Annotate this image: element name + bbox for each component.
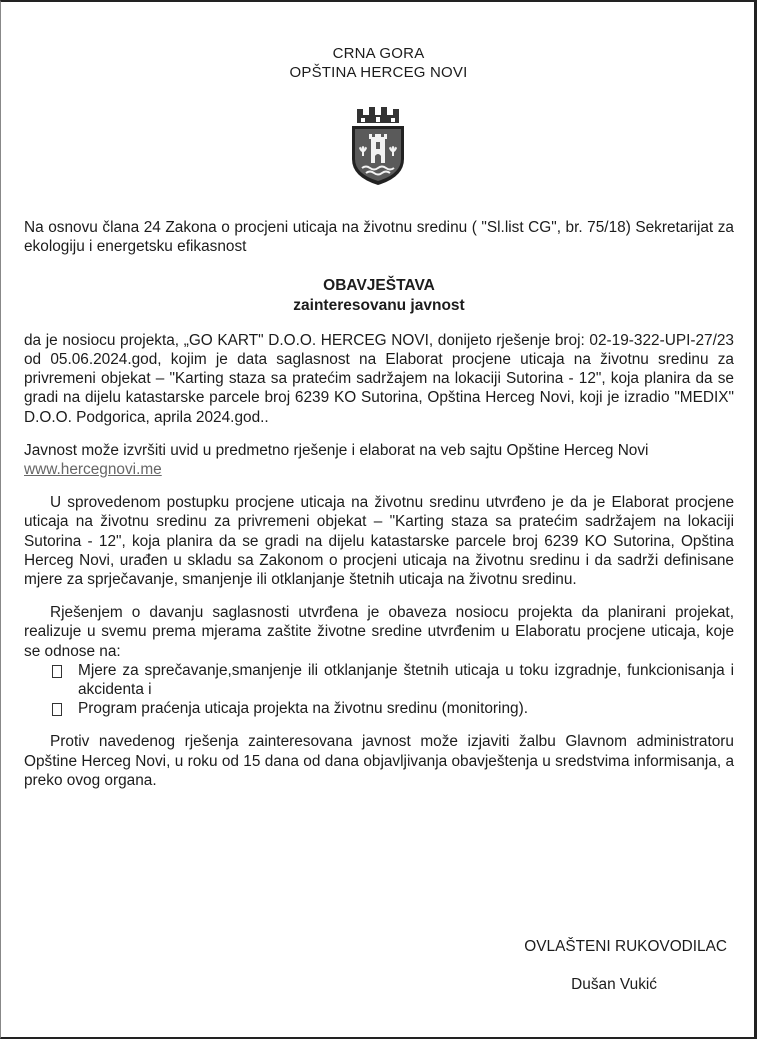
intro-paragraph: Na osnovu člana 24 Zakona o procjeni uticaja na životnu sredinu ( "Sl.list CG", br. 75/18) Sekretarijat za ekologiju i energetsku efikasnost xyxy=(24,219,734,256)
country-name: CRNA GORA xyxy=(332,45,425,62)
procedure-paragraph: U sprovedenom postupku procjene uticaja na životnu sredinu utvrđeno je da je Elaborat procjene uticaja na životnu sredinu za privremeni objekat – "Karting staza sa pratećim sadržajem na lokaciji Sutorina - 12", koja planira da se gradi na dijelu katastarske parcele broj 6239 KO Sutorina, Opština Herceg Novi, urađen u skladu sa Zakonom o procjeni uticaja na životnu sredinu i da sadrži definisane mjere za sprječavanje, smanjenje ili otklanjanje štetnih uticaja na životnu sredinu. xyxy=(24,494,734,589)
list-item-text: Mjere za sprečavanje,smanjenje ili otklanjanje štetnih uticaja u toku izgradnje, funkcionisanja i akcidenta i xyxy=(78,661,734,699)
herceg-novi-coat-of-arms-icon xyxy=(348,101,408,187)
measures-list xyxy=(24,661,734,719)
notice-title: OBAVJEŠTAVA xyxy=(323,277,435,295)
signatory-title: OVLAŠTENI RUKOVODILAC xyxy=(524,938,727,955)
website-link[interactable]: www.hercegnovi.me xyxy=(24,461,162,479)
signatory-name: Dušan Vukić xyxy=(571,976,657,993)
checkbox-bullet-icon xyxy=(52,703,62,716)
appeal-paragraph: Protiv navedenog rješenja zainteresovana javnost može izjaviti žalbu Glavnom administratoru Opštine Herceg Novi, u roku od 15 dana od dana objavljivanja obavještenja u sredstvima informisanja, a preko ovog organa. xyxy=(24,733,734,789)
municipality-name: OPŠTINA HERCEG NOVI xyxy=(289,64,468,81)
decision-paragraph: da je nosiocu projekta, „GO KART" D.O.O. HERCEG NOVI, donijeto rješenje broj: 02-19-322-UPI-27/23 od 05.06.2024.god, kojim je data saglasnost na Elaborat procjene uticaja na životnu sredinu za privremeni objekat – "Karting staza sa pratećim sadržajem na lokaciji Sutorina - 12", koja planira da se gradi na dijelu katastarske parcele broj 6239 KO Sutorina, Opština Herceg Novi, koji je izradio "MEDIX" D.O.O. Podgorica, aprila 2024.god.. xyxy=(24,331,734,426)
document-body xyxy=(24,218,734,790)
document-header xyxy=(0,44,757,82)
list-item-text: Program praćenja uticaja projekta na životnu sredinu (monitoring). xyxy=(78,700,528,718)
access-text: Javnost može izvršiti uvid u predmetno rješenje i elaborat na veb sajtu Opštine Herceg Novi xyxy=(24,441,649,459)
obligation-paragraph: Rješenjem o davanju saglasnosti utvrđena je obaveza nosiocu projekta da planirani projekat, realizuje u svemu prema mjerama zaštite životne sredine utvrđenim u Elaboratu procjene uticaja, koje se odnose na: xyxy=(24,604,734,660)
notice-subtitle: zainteresovanu javnost xyxy=(293,296,465,314)
checkbox-bullet-icon xyxy=(52,665,62,678)
access-paragraph xyxy=(24,441,734,479)
list-item xyxy=(52,661,734,699)
signature-block xyxy=(427,937,727,994)
list-item xyxy=(52,699,734,718)
